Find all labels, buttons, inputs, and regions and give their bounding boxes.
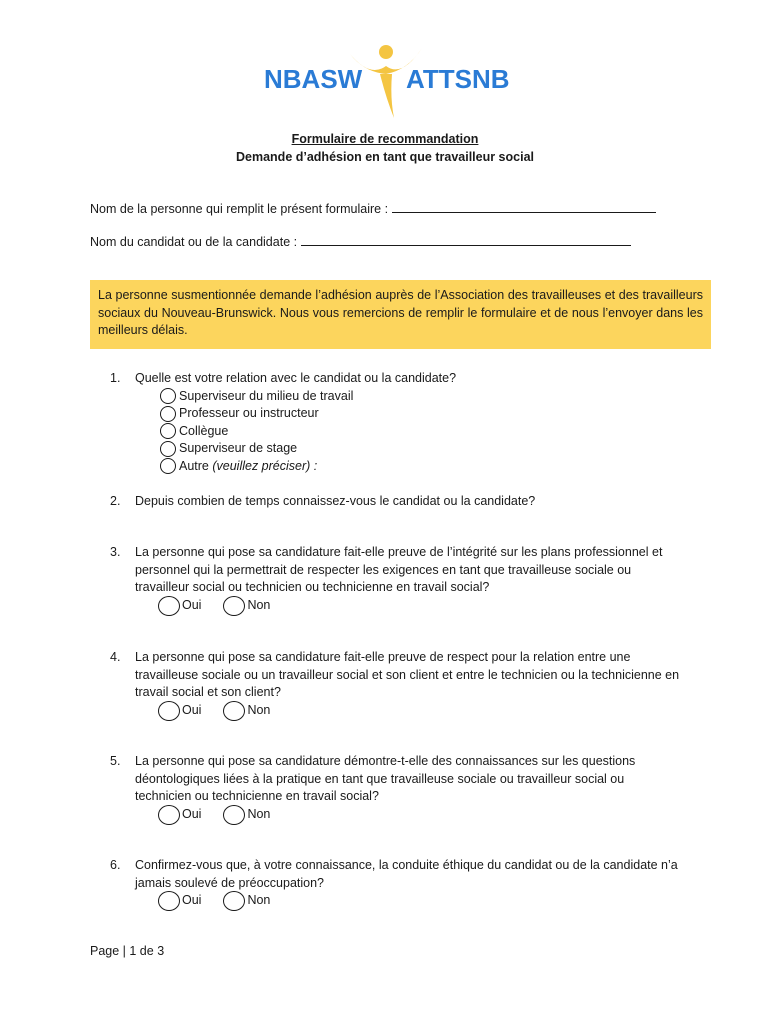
radio-button[interactable] [158,596,180,616]
question-text: La personne qui pose sa candidature démontre-t-elle des connaissances sur les questions déontologiques liées à la pratique en tant que travailleuse sociale ou travailleur social ou technicien ou technicienne en travail social? [135,754,636,803]
yes-no-options [158,597,680,615]
question-number: 3. [110,545,121,559]
page-number: Page | 1 de 3 [90,944,165,958]
question-1 [110,370,680,475]
radio-button[interactable] [223,805,245,825]
question-4 [110,649,680,720]
question-3 [110,544,680,615]
radio-button[interactable] [160,441,176,457]
radio-button[interactable] [160,458,176,474]
logo-left-text: NBASW [264,64,363,94]
question-text: Depuis combien de temps connaissez-vous le candidat ou la candidate? [135,494,536,508]
form-title-block [0,130,770,166]
no-label: Non [247,806,271,821]
form-filler-name-field[interactable] [392,200,656,213]
radio-button[interactable] [158,891,180,911]
radio-button[interactable] [160,388,176,404]
option-no[interactable] [223,596,270,616]
notice-box: La personne susmentionnée demande l’adhésion auprès de l’Association des travailleuses et des travailleurs sociaux du Nouveau-Brunswick. Nous vous remercions de remplir le formulaire et de nous l’envoyer dans les meilleurs délais. [90,280,711,349]
question-text: Quelle est votre relation avec le candidat ou la candidate? [135,371,457,385]
yes-no-options [158,806,680,824]
radio-button[interactable] [223,596,245,616]
question-number: 1. [110,371,121,385]
question-text: Confirmez-vous que, à votre connaissance, la conduite éthique du candidat ou de la candidate n’a jamais soulevé de préoccupation? [135,858,678,890]
logo-figure-head [379,45,393,59]
yes-label: Oui [182,597,202,612]
candidate-name-label: Nom du candidat ou de la candidate : [90,235,298,249]
yes-no-options [158,702,680,720]
option-internship-supervisor[interactable] [160,440,680,458]
form-filler-name-label: Nom de la personne qui remplit le présent formulaire : [90,202,389,216]
no-label: Non [247,893,271,908]
option-workplace-supervisor[interactable] [160,388,680,406]
radio-button[interactable] [158,805,180,825]
option-colleague[interactable] [160,423,680,441]
candidate-name-row [90,233,631,249]
option-other[interactable] [160,458,680,476]
question-number: 5. [110,754,121,768]
option-label: Superviseur de stage [179,441,298,455]
radio-button[interactable] [160,423,176,439]
question-2 [110,493,680,511]
radio-button[interactable] [223,891,245,911]
form-title: Formulaire de recommandation [291,132,479,146]
radio-button[interactable] [223,701,245,721]
radio-button[interactable] [160,406,176,422]
yes-no-options [158,892,680,910]
question-5 [110,753,680,824]
yes-label: Oui [182,702,202,717]
logo-figure-body [380,74,394,118]
question-text: La personne qui pose sa candidature fait-elle preuve de l’intégrité sur les plans professionnel et personnel qui la permettrait de respecter les exigences en tant que travailleuse sociale ou travailleur social ou technicien ou technicienne en travail social? [135,545,663,594]
question-text: La personne qui pose sa candidature fait-elle preuve de respect pour la relation entre une travailleuse sociale ou un travailleur social et son client et entre le technicien ou la technicienne en travail social et son client? [135,650,680,699]
option-no[interactable] [223,701,270,721]
option-yes[interactable] [158,701,201,721]
question-number: 4. [110,650,121,664]
no-label: Non [247,702,271,717]
relationship-options [160,388,680,476]
yes-label: Oui [182,893,202,908]
form-subtitle: Demande d’adhésion en tant que travailleur social [236,150,534,164]
yes-label: Oui [182,806,202,821]
radio-button[interactable] [158,701,180,721]
option-label: Professeur ou instructeur [179,406,319,420]
option-yes[interactable] [158,891,201,911]
question-number: 2. [110,494,121,508]
option-label: Superviseur du milieu de travail [179,388,354,403]
option-no[interactable] [223,805,270,825]
option-no[interactable] [223,891,270,911]
nbasw-attsnb-logo [262,40,512,120]
option-label: Autre [179,458,213,473]
question-number: 6. [110,858,121,872]
no-label: Non [247,597,271,612]
option-label: Collègue [179,423,229,438]
candidate-name-field[interactable] [301,233,631,246]
form-filler-name-row [90,200,656,216]
option-yes[interactable] [158,805,201,825]
logo-right-text: ATTSNB [406,64,510,94]
option-professor-instructor[interactable] [160,405,680,423]
option-yes[interactable] [158,596,201,616]
option-other-hint: (veuillez préciser) : [212,458,318,473]
question-6 [110,857,680,910]
